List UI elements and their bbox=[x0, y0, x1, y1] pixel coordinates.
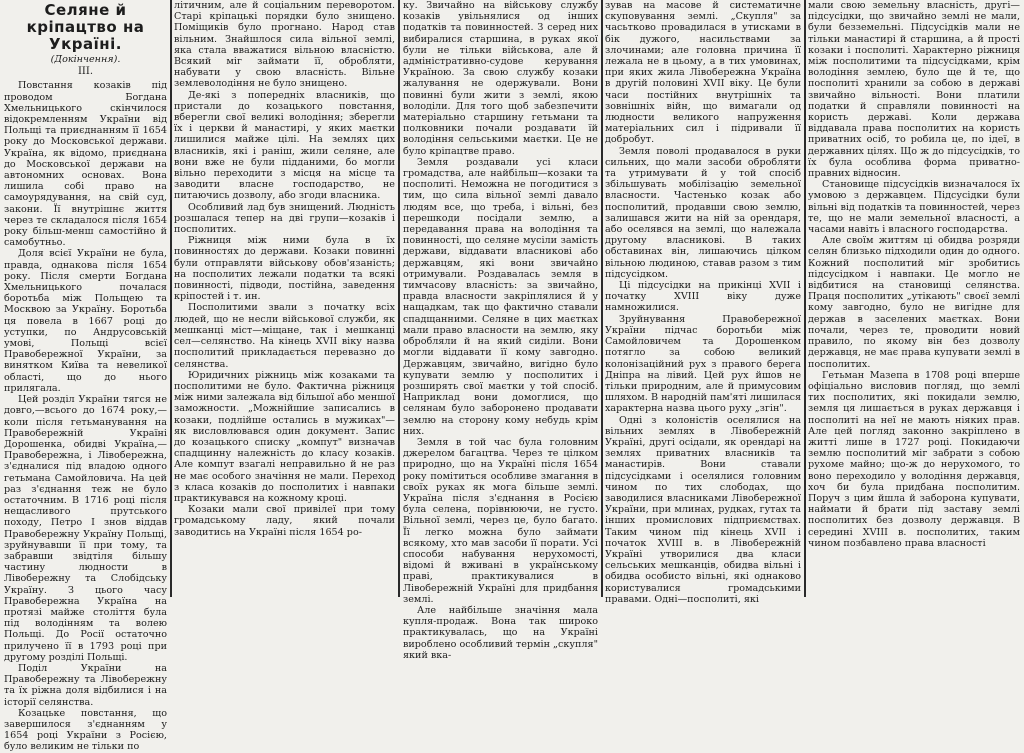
paragraph: Доля всієї України не була, правда, однакова після 1654 року. Після смерти Богдана Хмельницького почалася боротьба між Польщею та Москвою за Україну. Боротьба ця повела в 1667 році до уступки, по Андрусовській умові, Польщі всієї Правобережної України, за винятком Київа та невеликої області, що до нього прилягала. bbox=[4, 248, 167, 394]
paragraph: мали свою земельну власність, другі—підсусідки, що звичайно землі не мали, були безземельні. Підсусідків мали не тільки манастирі й старшина, а й прості козаки і посполиті. Характерно ріжниця між посполитими та підсусідками, крім володіння землею, було ще й те, що посполиті хранили за собою в державі звичайно вільності. Вони платили податки й справляли повинності на користь державі. Коли держава віддавала права посполитих на користь приватних осіб, то робила це, по ідеї, в державних цілях. Що ж до підсусідків, то їх була особлива форма приватно-правних відносин. bbox=[808, 0, 1020, 180]
paragraph: Земля в той час була головним джерелом багацтва. Через те цілком природно, що на Україні після 1654 року помітиться особливе змагання в своїх руках як мога більше землі. Україна після з'єднання в Росією була селена, порівнюючи, не густо. Вільної землі, через це, було багато. Її легко можна було займати всякому, хто мав засоби її порати. Усі способи набування нерухомості, відомі й вживані в українському праві, практикувалися в Лівобережній Україні для придбання землі. bbox=[403, 436, 598, 605]
paragraph: Гетьман Мазепа в 1708 році вперше офіціально висловив погляд, що землі тих посполитих, які покидали землю, земля ця лишається в руках державця і посполиті на неї не мають ніяких прав. Але цей погляд законно закріплено в житті лише в 1727 році. Покидаючи землю посполитий міг забрати з собою рухоме майно; що-ж до нерухомого, то воно переходило у володіння державця, хоч би була придбана посполитим. Поруч з цим йшла й заборона купувати, наймати й брати під заставу землі посполитих без дозволу державця. В середині XVIII в. посполитих, таким чином позбавлено права власності bbox=[808, 369, 1020, 549]
paragraph: Ці підсусідки на прикінці XVII і початку XVIII віку дуже намножилися. bbox=[605, 280, 801, 314]
column-body bbox=[4, 80, 167, 752]
paragraph: Особливий лад був знищений. Людність розшалася тепер на дві групи—козаків і посполитих. bbox=[174, 201, 395, 236]
paragraph: ку. Звичайно на військову службу козаків увільнялися од інших податків та повинностей. З серед них вибиралися старшина, в руках якої були не тільки військова, але й адміністративно-судове керування Україною. За свою службу козаки жалування не одержували. Вони повинні були жити з землі, якою володіли. Для того щоб забезпечити матеріально старшину гетьмани та полковники почали роздавати їй володіння сельськими маєтки. Це не було кріпацтве право. bbox=[403, 0, 598, 157]
paragraph: Ріжниця між ними була в їх повинностях до держави. Козаки повинні були отправляти військову обов'язаність; на посполитих лежали податки та всякі повинності, підводи, постійна, заведення кріпостей і т. ин. bbox=[174, 235, 395, 303]
article-heading bbox=[4, 2, 167, 77]
column-divider bbox=[398, 0, 400, 597]
paragraph: Зруйнування Правобережної України підчас боротьби між Самойловичем та Дорошенком потягло за собою великий колонізаційний рух з правого берега Дніпра на лівий. Цей рух йшов не тільки природним, але й примусовим шляхом. В народній пам'яті лишилася характерна назва цього руху „згін". bbox=[605, 313, 801, 415]
column-1 bbox=[4, 0, 167, 753]
column-body bbox=[605, 0, 801, 605]
article-subtitle: (Докінчення). bbox=[50, 54, 121, 65]
column-2 bbox=[174, 0, 395, 597]
column-body bbox=[403, 0, 598, 661]
column-5 bbox=[808, 0, 1020, 597]
column-3 bbox=[403, 0, 598, 661]
paragraph: Юридичних ріжниць між козаками та посполитими не було. Фактична ріжниця між ними залежала від більшої або меншої заможности. „Можнійшие записались в козаки, подлійше остались в мужиках"— як висловлювався один документ. Запис до козацького списку „компут" визначав спадщинну належність до класу козаків. Але компут взагалі неправильно й не раз не має особого значіння не мали. Переход з класа козаків до посполитих і навпаки практикувався на кожному кроці. bbox=[174, 369, 395, 504]
paragraph: літичним, але й соціальним переворотом. Старі кріпацькі порядки було знищено. Поміщиків було прогнано. Народ став вільним. Знайшлося сила вільної землі, яка стала вважатися вільною власністю. Всякий міг займати її, обробляти, набувати у свою власність. Вільне землеволодіння не було знищено. bbox=[174, 0, 395, 90]
paragraph: Посполитими звали з початку всіх людей, що не несли військової служби, як мешканці міст—міщане, так і мешканці сел—селянство. На кінець XVII віку назва посполитий прикладається перевазно до селянства. bbox=[174, 302, 395, 370]
column-divider bbox=[804, 0, 806, 597]
column-divider bbox=[170, 0, 172, 597]
paragraph: зував на масове й систематичне скуповування землі. „Скупля" за часьтково провадилася в утисками в бік дужого, насильствами за злочинами; але головна причина її лежала не в цьому, а в тих умовинах, при яких жила Лівобережна Україна в другій половині XVII віку. Це були часи постійних внутрішніх та зовнішніх війн, що вимагали од людности великого напруження матеріальних сил і підривали її добробут. bbox=[605, 0, 801, 146]
paragraph: Земля роздавали усі класи громадства, але найбільш—козаки та посполиті. Неможна не погодитися з тим, що сила вільної землі давало людям все, що треба, і вільні, без перешкоди посідали землю, а передавання права на володіння та повинності, що селяне мусіли замість держави, віддавати власникові або державцям, які вони звичайно отримували. Роздавалась земля в тимчасову власність: за звичайно, правда власности закріплялися й у нащадкам, так що фактично ставали спадщанними. Селяне в цих маєтках мали право власности на землю, яку обробляли й на який сиділи. Вони могли віддавати її кому завгодно. Державцям, звичайно, вигідно було купувати землю у посполитих і розширять свої маєтки у той спосіб. Наприклад вони домоглися, що селянам було заборонено продавати землю на сторону кому небудь крім них. bbox=[403, 156, 598, 437]
paragraph: Де-які з попередніх власників, що пристали до козацького повстання, вберегли свої великі володіння; зберегли їх і церкви й манастирі, у яких маєтки лишилися майже цілі. На землях цих власників, які і раніш, жили селяне, але вони вже не були підданими, бо могли вільно переходити з місця на місце та заводити власне господарство, не питаючись дозволу, або згоди власника. bbox=[174, 89, 395, 202]
column-body bbox=[174, 0, 395, 538]
paragraph: Але своїм життям ці обидва розряди селян близько підходили один до одного. Кожний посполитий міг зробитись підсусідком і навпаки. Це могло не відбитися на становищі селянства. Праця посполитих „утікають" своєї землі кому завгодно, було не вигідне для держав в заселених маєтках. Вони почали, через те, проводити новий правило, по якому він без дозволу державця, не має права купувати землі в посполитих. bbox=[808, 235, 1020, 370]
paragraph: Поділ України на Правобережну та Лівобережну та їх ріжна доля відбилися і на історії селянства. bbox=[4, 662, 167, 708]
column-4 bbox=[605, 0, 801, 605]
paragraph: Козацьке повстання, що завершилося з'єднанням у 1654 році України з Росією, було великим не тільки по bbox=[4, 707, 167, 753]
paragraph: Земля поволі продавалося в руки сильних, що мали засоби обробляти та утримувати й у той спосіб збільшувать мобілізацію земельної власности. Частенько козак або посполитий, продавши свою землю, залишався жити на ній за орендаря, або оселявся на землі, що належала другому власникові. В таких обставинах він, лишаючись цілком вільною людиною, ставав разом з тим підсусідком. bbox=[605, 145, 801, 280]
paragraph: Козаки мали свої привілеї при тому громадському ладу, який почали заводитись на Україні після 1654 ро- bbox=[174, 504, 395, 538]
paragraph: Становище підсусідків визначалося їх умовою з державцем. Підсусідки були вільні від податків та повинностей, через те, що не мали земельної власності, а часами навіть і власного господарства. bbox=[808, 179, 1020, 236]
paragraph: Цей розділ України тягся не довго,—всього до 1674 року,—коли після гетьманування на Правобережній Україні Дорошенка, обидві Україна,— Правобережна, і Лівобережна, з'єдналися під владою одного гетьмана Самойловича. На цей раз з'єднання теж не було остаточним. В 1716 році після нещасливого прутського походу, Петро I знов віддав Правобережну Україну Польщі, зруйнувавши її при тому, та забравши звідтіля більшу частину людности в Лівобережну та Слобідську Україну. З цього часу Правобережна Україна на протязі майже століття була під володінням та волею Польщі. До Росії остаточно прилучено її в 1793 році при другому розділі Польщі. bbox=[4, 394, 167, 663]
column-body bbox=[808, 0, 1020, 549]
column-divider bbox=[601, 0, 603, 597]
paragraph: Повстання козаків під проводом Богдана Хмельницького скінчилося відокремленням України від Польщі та приєднанням її 1654 року до Московської держави. Україна, як відомо, приєднана до Московської держави на автономних основах. Вона лишила собі право на самоурядування, на свій суд, закони. Її внутрішнє життя через те складалося після 1654 року більш-менш самостійно й самобутньо. bbox=[4, 80, 167, 249]
article-title: Селяне й кріпацтво на Україні. bbox=[26, 1, 145, 53]
paragraph: Але найбільше значіння мала купля-продаж. Вона так широко практикувалась, що на Україні вироблено особливий термін „скупля" який вка- bbox=[403, 604, 598, 661]
section-number: III. bbox=[77, 66, 94, 78]
paragraph: Одні з колоністів оселялися на вільних землях в Лівобережній Україні, другі осідали, як орендарі на землях приватних власників та манастирів. Вони ставали підсусідками і оселялися головним чином по тих слободах, що заводилися власниками Лівобережної України, при млинах, рудках, гутах та інших промислових підприємствах. Таким чином під кінець XVII і початок XVIII в. в Лівобережній Україні утворилися два класи сельських мешканців, обидва вільні і обидва особисто вільні, які однаково користувалися громадськими правами. Одні—посполиті, які bbox=[605, 414, 801, 605]
